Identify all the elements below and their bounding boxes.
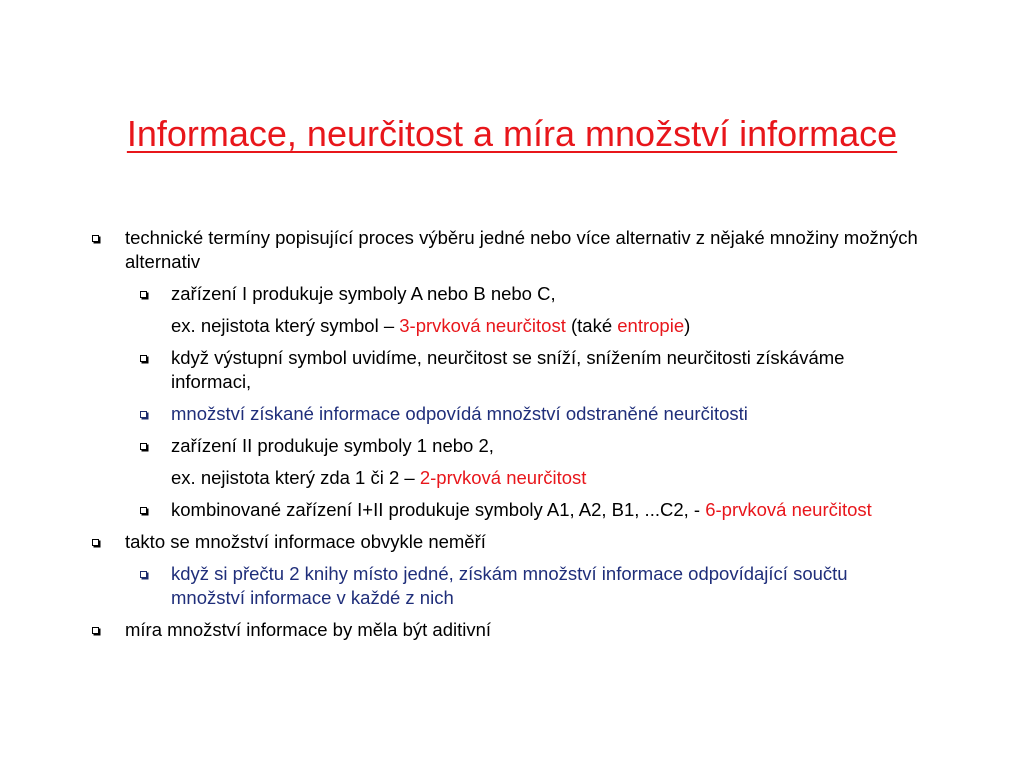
list-item [92, 434, 922, 458]
square-bullet-icon [92, 235, 99, 242]
list-item-text: ex. nejistota který zda 1 či 2 – [171, 467, 420, 488]
list-item [92, 562, 922, 610]
highlight-red: 3-prvková neurčitost [399, 315, 566, 336]
list-item [92, 346, 922, 394]
list-item-text: ex. nejistota který symbol – [171, 315, 400, 336]
square-bullet-icon [140, 291, 147, 298]
list-item-continuation [92, 314, 922, 338]
list-item-text: (také [565, 315, 618, 336]
highlight-red: entropie [617, 315, 685, 336]
highlight-red: 2-prvková neurčitost [419, 467, 587, 488]
square-bullet-icon [140, 411, 147, 418]
square-bullet-icon [140, 355, 147, 362]
list-item-text: množství získané informace odpovídá množství odstraněné neurčitosti [171, 403, 748, 424]
list-item [92, 226, 922, 274]
square-bullet-icon [140, 571, 147, 578]
square-bullet-icon [140, 507, 147, 514]
list-item-text: když si přečtu 2 knihy místo jedné, získám množství informace odpovídající součtu množství informace v každé z nich [171, 563, 848, 608]
list-item-text: míra množství informace by měla být aditivní [125, 619, 492, 640]
list-item-continuation [92, 466, 922, 490]
list-item [92, 282, 922, 306]
list-item [92, 530, 922, 554]
list-item-text: takto se množství informace obvykle neměří [125, 531, 486, 552]
list-item [92, 402, 922, 426]
list-item-text: zařízení I produkuje symboly A nebo B nebo C, [171, 283, 556, 304]
list-item-text: technické termíny popisující proces výběru jedné nebo více alternativ z nějaké množiny možných alternativ [125, 227, 918, 272]
list-item-text: zařízení II produkuje symboly 1 nebo 2, [171, 435, 494, 456]
list-item-text: kombinované zařízení I+II produkuje symboly A1, A2, B1, ...C2, - [171, 499, 706, 520]
square-bullet-icon [92, 627, 99, 634]
list-item [92, 498, 922, 522]
list-item-text: když výstupní symbol uvidíme, neurčitost se sníží, snížením neurčitosti získáváme informaci, [171, 347, 845, 392]
list-item-text: ) [684, 315, 691, 336]
square-bullet-icon [92, 539, 99, 546]
highlight-red: 6-prvková neurčitost [705, 499, 872, 520]
slide-title: Informace, neurčitost a míra množství informace [126, 113, 898, 154]
list-item [92, 618, 922, 642]
square-bullet-icon [140, 443, 147, 450]
bullet-list [92, 226, 922, 650]
